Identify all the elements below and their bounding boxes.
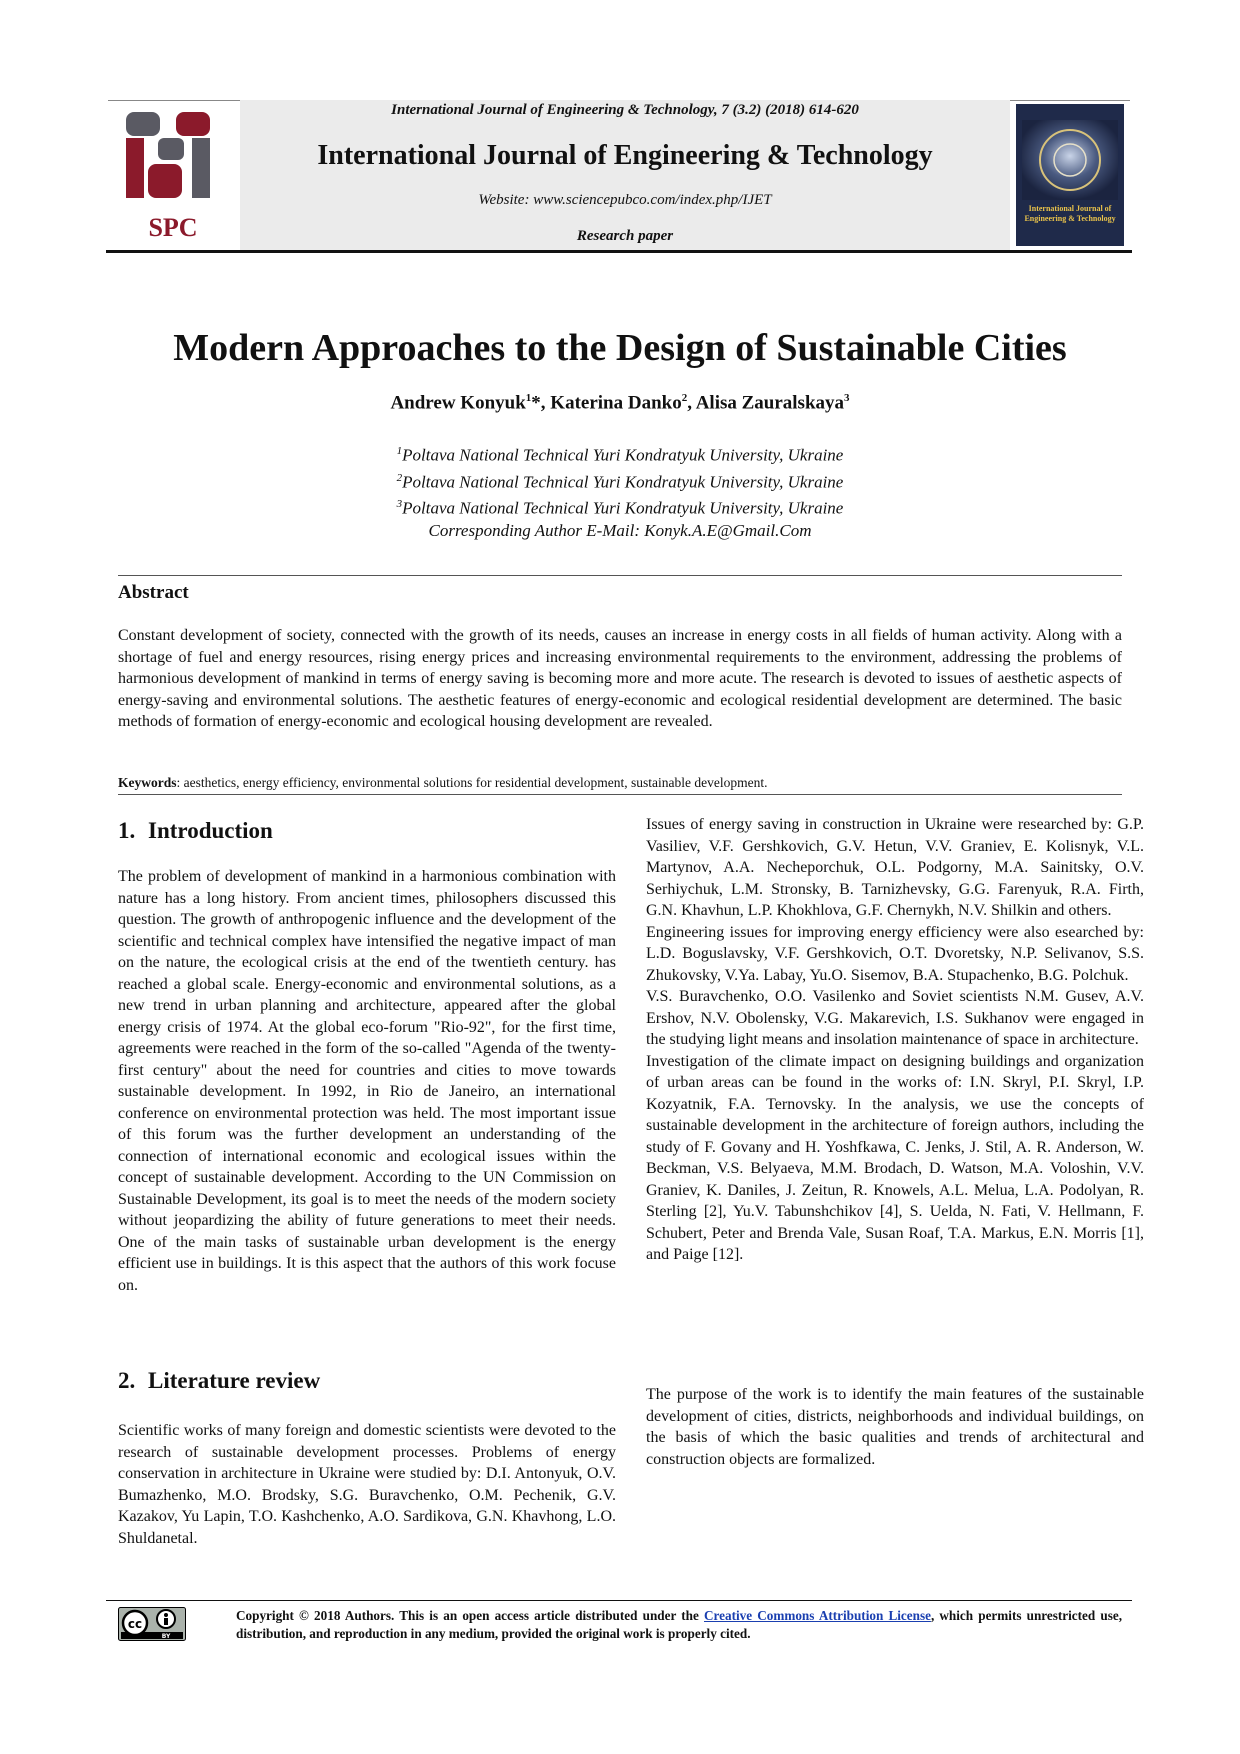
keywords-text: : aesthetics, energy efficiency, environmental solutions for residential development, sustainable development.	[176, 775, 768, 790]
license-link[interactable]: Creative Commons Attribution License	[704, 1608, 931, 1623]
logo-block-mid	[158, 138, 184, 160]
affiliation: $^2$Poltava National Technical Yuri Kondratyuk University, Ukraine	[396, 471, 844, 492]
cc-text: cc	[127, 1617, 143, 1631]
logo-bar-right	[192, 138, 210, 198]
section-heading-introduction: 1. Introduction	[118, 818, 273, 843]
journal-cover-image	[1016, 104, 1124, 246]
introduction-text: The problem of development of mankind in a harmonious combination with nature has a long history. From ancient times, philosophers discussed this question. The growth of anthropogenic influence and the development of the scientific and technical complex have intensified the negative impact of man on the nature, the ecological crisis at the end of the twentieth century. has reached a global scale. Energy-economic and environmental solutions, as a new trend in urban planning and architecture, appeared after the global energy crisis of 1974. At the global eco-forum "Rio-92", for the first time, agreements were reached in the form of the so-called "Agenda of the twenty-first century" about the need for countries and cities to move towards sustainable development. In 1992, in Rio de Janeiro, an international conference on environmental protection was held. The most important issue of this forum was the further development an understanding of the connection of international economic and ecological issues within the concept of sustainable development. According to the UN Commission on Sustainable Development, its goal is to meet the needs of the modern society without jeopardizing the ability of future generations to meet their needs. One of the main tasks of sustainable urban development is the energy efficient use in buildings. It is this aspect that the authors of this work focuse on.	[118, 868, 616, 1294]
logo-block-tr	[176, 112, 210, 136]
paragraph: Investigation of the climate impact on designing buildings and organization of urban areas can be found in the works of: I.N. Skryl, P.I. Skryl, I.P. Kozyatnik, F.A. Ternovsky. In the analysis, we use the concepts of sustainable development in the architecture of foreign authors, including the study of F. Govany and H. Yoshfkawa, C. Jenks, J. Stil, A. R. Anderson, W. Beckman, V.S. Belyaeva, M.M. Brodach, D. Watson, M.A. Voloshin, V.V. Graniev, K. Daniles, J. Zeitun, R. Knowels, A.L. Melua, L.A. Podolyan, R. Sterling [2], Yu.V. Tabunshchikov [4], S. Uelda, N. Fati, V. Hellmann, F. Schubert, Peter and Brenda Vale, Susan Roaf, T.A. Markus, E.N. Morris [1], and Paige [12].	[646, 1052, 1144, 1263]
logo-bar-left	[126, 138, 144, 198]
author-name: Andrew Konyuk	[390, 392, 526, 414]
keywords-bottom-rule	[118, 794, 1122, 795]
cc-by-license-icon[interactable]	[118, 1607, 186, 1641]
author-name: Katerina Danko	[550, 392, 682, 414]
abstract-heading: Abstract	[118, 582, 189, 603]
logo-block-bottom	[148, 164, 182, 198]
paragraph: Issues of energy saving in construction in Ukraine were researched by: G.P. Vasiliev, V.F. Gershkovich, G.V. Hetun, V.V. Graniev, E. Kolisnyk, V.L. Martynov, A.A. Necheporchuk, O.L. Podgorny, M.A. Sainitsky, O.V. Serhiychuk, L.M. Stronsky, B. Tarnizhevsky, G.G. Farenyuk, R.A. Firth, G.N. Khavhun, L.P. Khokhlova, G.F. Chernykh, N.V. Shilkin and others.	[646, 816, 1144, 919]
by-person-head	[164, 1613, 168, 1617]
affiliation: $^3$Poltava National Technical Yuri Kondratyuk University, Ukraine	[396, 498, 844, 518]
author-name: Alisa Zauralskaya	[695, 392, 845, 414]
by-text: BY	[161, 1633, 171, 1640]
journal-citation: International Journal of Engineering & Technology, 7 (3.2) (2018) 614-620	[391, 102, 859, 118]
journal-website: Website: www.sciencepubco.com/index.php/IJET	[478, 192, 772, 208]
affiliations	[120, 440, 1120, 542]
author-list: Andrew Konyuk$^1$*, Katerina Danko$^2$, Alisa Zauralskaya$^3$	[390, 392, 850, 414]
logo-block-tl	[126, 112, 160, 136]
keywords-label: Keywords	[118, 775, 177, 790]
spc-logo	[118, 104, 228, 248]
abstract-text: Constant development of society, connected with the growth of its needs, causes an increase in energy costs in all fields of human activity. Along with a shortage of fuel and energy resources, rising energy prices and increasing environmental requirements to the environment, addressing the problems of harmonious development of mankind in terms of energy saving is becoming more and more acute. The research is devoted to issues of aesthetic aspects of energy-saving and environmental solutions. The aesthetic features of energy-economic and ecological residential development are determined. The basic methods of formation of energy-economic and ecological housing development are revealed.	[118, 627, 1122, 730]
literature-review-continued	[646, 814, 1144, 1266]
author-affil-sup: 2	[681, 392, 688, 404]
logo-text: SPC	[148, 213, 198, 242]
paragraph: Engineering issues for improving energy efficiency were also esearched by: L.D. Boguslavsky, V.F. Gershkovich, O.T. Dvoretsky, N.P. Selivanov, S.S. Zhukovsky, V.Ya. Labay, Yu.O. Sisemov, B.A. Stupachenko, B.G. Polchuk.	[646, 923, 1144, 984]
paper-type: Research paper	[576, 228, 674, 244]
section-heading-literature-review: 2. Literature review	[118, 1368, 321, 1393]
literature-review-text: Scientific works of many foreign and domestic scientists were devoted to the research of sustainable development processes. Problems of energy conservation in architecture in Ukraine were studied by: D.I. Antonyuk, O.V. Bumazhenko, M.O. Brodsky, S.G. Buravchenko, O.M. Pechenik, G.V. Kazakov, Yu Lapin, T.O. Kashchenko, A.O. Sardikova, G.N. Khavhong, L.O. Shuldanetal.	[118, 1422, 616, 1547]
cover-photo	[1022, 120, 1118, 200]
author-affil-sup: 1	[525, 392, 532, 404]
paper-title: Modern Approaches to the Design of Sustainable Cities	[173, 327, 1067, 369]
journal-title: International Journal of Engineering & Technology	[317, 140, 933, 171]
cover-caption: International Journal of Engineering & Technology	[1024, 204, 1116, 223]
paragraph: V.S. Buravchenko, O.O. Vasilenko and Soviet scientists N.M. Gusev, A.V. Ershov, N.V. Obolensky, V.G. Makarevich, I.S. Sukhanov were engaged in the studying light means and insolation maintenance of space in architecture.	[646, 988, 1144, 1048]
header-bottom-rule	[106, 250, 1132, 253]
corresponding-author: Corresponding Author E-Mail: Konyk.A.E@Gmail.Com	[428, 520, 812, 540]
purpose-paragraph: The purpose of the work is to identify the main features of the sustainable development of cities, districts, neighborhoods and individual buildings, on the basis of which the basic qualities and trends of architectural and construction objects are formalized.	[646, 1386, 1144, 1468]
affiliation: $^1$Poltava National Technical Yuri Kondratyuk University, Ukraine	[396, 445, 844, 465]
abstract-top-rule	[118, 575, 1122, 576]
keywords	[118, 774, 1122, 792]
copyright-notice: Copyright © 2018 Authors. This is an open access article distributed under the Creative Commons Attribution License, which permits unrestricted use, distribution, and reproduction in any medium, provided the original work is properly cited.	[236, 1608, 1122, 1641]
by-person-body	[164, 1618, 168, 1625]
author-affil-sup: 3	[844, 392, 850, 404]
footer-rule	[106, 1600, 1132, 1601]
corresponding-mark: *	[531, 392, 541, 414]
